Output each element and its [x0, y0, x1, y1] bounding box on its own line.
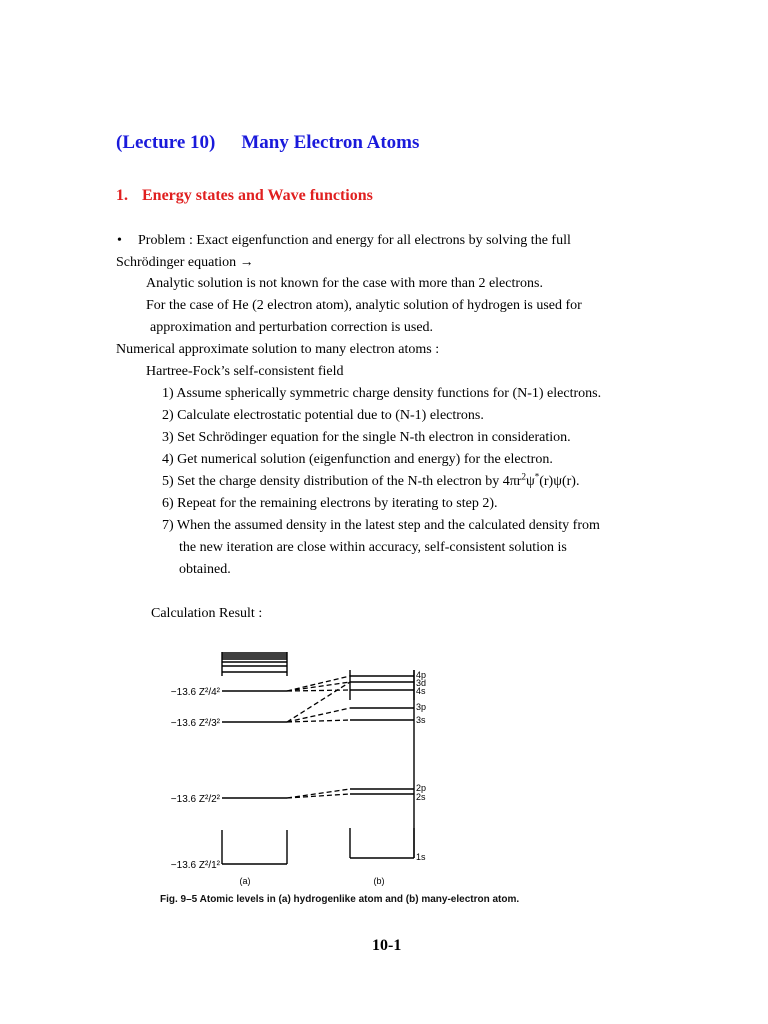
- orbital-label-1s: 1s: [416, 852, 426, 862]
- orbital-label-3s: 3s: [416, 715, 426, 725]
- step-5-psi: ψ: [525, 474, 535, 489]
- helium-line-1: For the case of He (2 electron atom), analytic solution of hydrogen is used for: [146, 298, 582, 313]
- correlation-line: [287, 708, 350, 722]
- step-6: 6) Repeat for the remaining electrons by iterating to step 2).: [162, 496, 498, 511]
- energy-label-n1: −13.6 Z²/1²: [170, 860, 220, 871]
- step-1: 1) Assume spherically symmetric charge density functions for (N-1) electrons.: [162, 386, 602, 401]
- figure-caption: Fig. 9–5 Atomic levels in (a) hydrogenlike atom and (b) many-electron atom.: [160, 894, 520, 905]
- correlation-line: [287, 676, 350, 691]
- section-heading: [116, 187, 373, 205]
- step-7-line-2: the new iteration are close within accuracy, self-consistent solution is: [179, 540, 567, 555]
- panel-b-label: (b): [373, 876, 385, 886]
- section-number: 1.: [116, 187, 128, 204]
- step-5-prefix: 5) Set the charge density distribution of the N-th electron by 4πr: [162, 474, 522, 489]
- bullet-mark: •: [117, 233, 122, 248]
- lecture-number: (Lecture 10): [116, 132, 216, 153]
- atomic-levels-figure: [150, 640, 540, 920]
- correlation-line: [287, 789, 350, 798]
- lecture-topic: Many Electron Atoms: [241, 132, 420, 153]
- energy-label-n3: −13.6 Z²/3²: [170, 718, 220, 729]
- section-title: Energy states and Wave functions: [142, 187, 373, 204]
- panel-a-label: (a): [239, 876, 251, 886]
- energy-label-n4: −13.6 Z²/4²: [170, 687, 220, 698]
- step-2: 2) Calculate electrostatic potential due to (N-1) electrons.: [162, 408, 484, 423]
- step-7-line-1: 7) When the assumed density in the latest step and the calculated density from: [162, 518, 600, 533]
- orbital-label-4s: 4s: [416, 686, 426, 696]
- analytic-line: Analytic solution is not known for the case with more than 2 electrons.: [146, 276, 543, 291]
- step-4: 4) Get numerical solution (eigenfunction and energy) for the electron.: [162, 452, 553, 467]
- helium-line-2: approximation and perturbation correction is used.: [150, 320, 434, 335]
- orbital-label-3p: 3p: [416, 702, 427, 712]
- step-5-sup-star: *: [534, 471, 540, 482]
- orbital-label-4p: 4p: [416, 670, 427, 680]
- step-5-sup-2: 2: [521, 471, 526, 482]
- orbital-label-2p: 2p: [416, 783, 427, 793]
- lecture-title: [116, 132, 419, 154]
- energy-label-n2: −13.6 Z²/2²: [170, 794, 220, 805]
- page-number: 10-1: [372, 937, 402, 954]
- step-5-suffix: (r)ψ(r).: [539, 474, 580, 489]
- calculation-result-label: Calculation Result :: [151, 606, 263, 621]
- step-7-line-3: obtained.: [179, 562, 231, 577]
- step-5: [162, 471, 580, 490]
- hartree-fock-line: Hartree-Fock’s self-consistent field: [146, 364, 344, 379]
- numerical-line: Numerical approximate solution to many electron atoms :: [116, 342, 440, 357]
- step-3: 3) Set Schrödinger equation for the single N-th electron in consideration.: [162, 430, 571, 445]
- orbital-label-2s: 2s: [416, 792, 426, 802]
- problem-line-1: Problem : Exact eigenfunction and energy for all electrons by solving the full: [138, 233, 571, 248]
- correlation-line: [287, 682, 350, 722]
- orbital-label-3d: 3d: [416, 678, 427, 688]
- problem-line-2: Schrödinger equation →: [116, 255, 254, 270]
